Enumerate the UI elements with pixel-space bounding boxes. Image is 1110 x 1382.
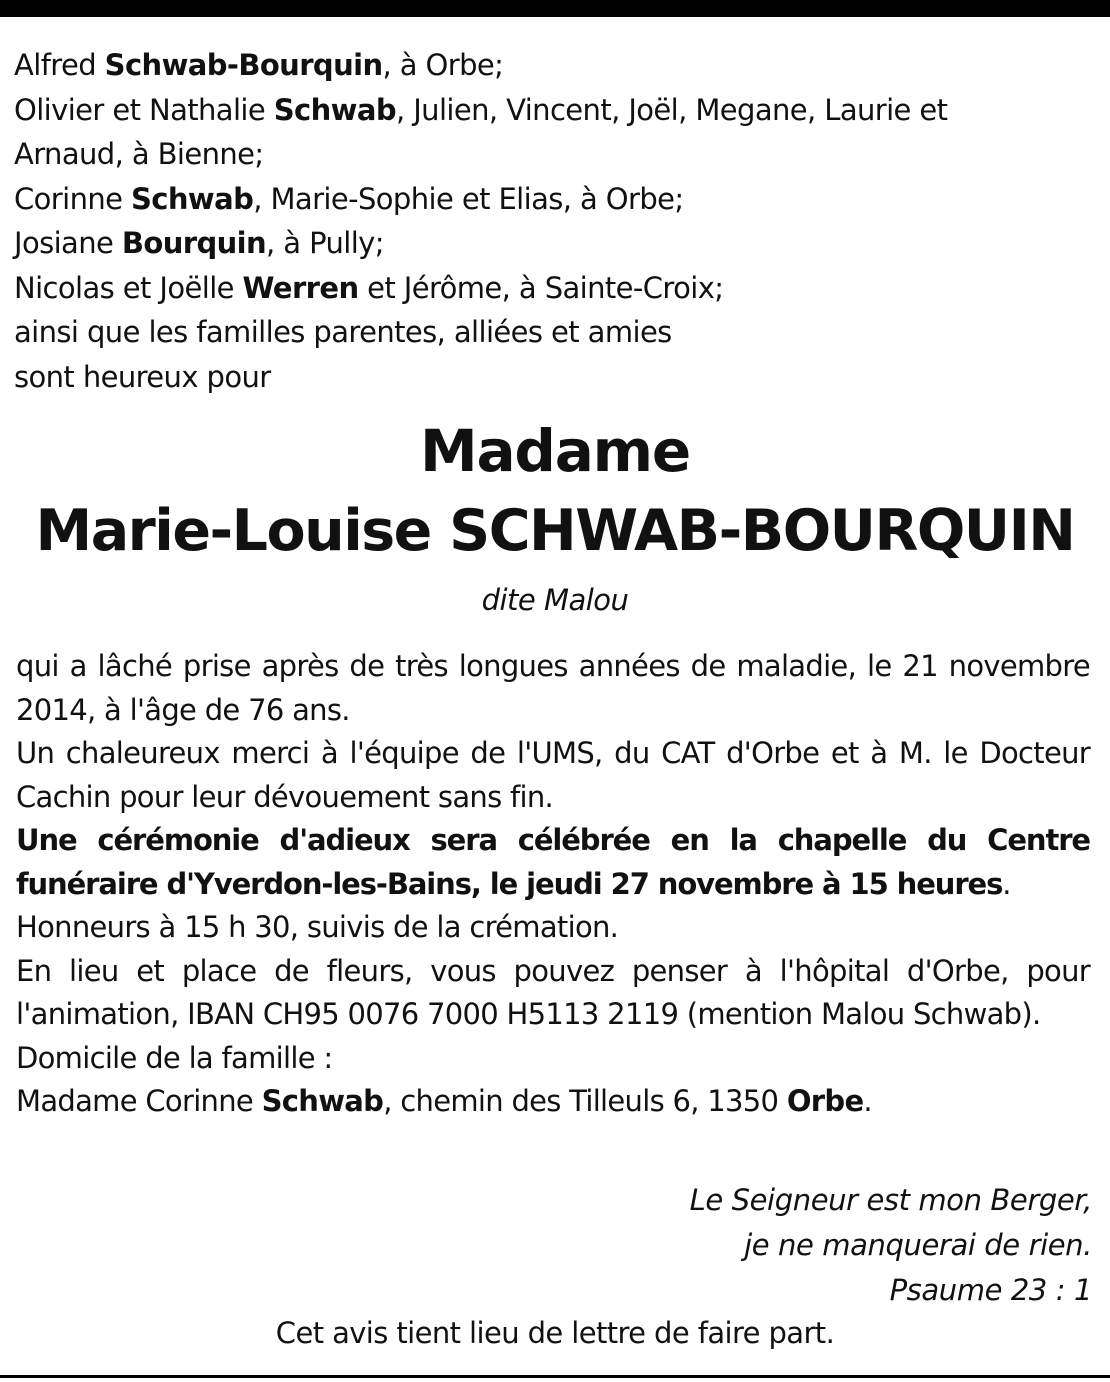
family-surname: Bourquin bbox=[121, 226, 267, 260]
family-list bbox=[14, 43, 1094, 399]
family-surname: Schwab-Bourquin bbox=[104, 48, 383, 82]
verse-line: je ne manquerai de rien. bbox=[744, 1228, 1092, 1262]
family-line-text: , Julien, Vincent, Joël, Megane, Laurie et bbox=[395, 92, 948, 127]
notice-body bbox=[16, 645, 1090, 1124]
family-line bbox=[14, 221, 1094, 266]
donation-paragraph: En lieu et place de fleurs, vous pouvez penser à l'hôpital d'Orbe, pour l'animation, IBAN CH95 0076 7000 H5113 2119 (mention Malou Schwab). bbox=[16, 953, 1090, 1031]
domicile-text: , chemin des Tilleuls 6, 1350 bbox=[383, 1084, 787, 1118]
bottom-border-rule bbox=[0, 1375, 1110, 1378]
verse-line: Le Seigneur est mon Berger, bbox=[689, 1183, 1092, 1217]
domicile-text: . bbox=[863, 1084, 872, 1118]
top-border-rule bbox=[0, 0, 1110, 17]
domicile-text: Madame Corinne bbox=[16, 1084, 262, 1118]
domicile-town: Orbe bbox=[786, 1084, 864, 1118]
family-line-text: Alfred bbox=[14, 48, 105, 82]
thanks-paragraph: Un chaleureux merci à l'équipe de l'UMS, du CAT d'Orbe et à M. le Docteur Cachin pour leur dévouement sans fin. bbox=[16, 736, 1090, 814]
family-line bbox=[14, 310, 1094, 355]
domicile-surname: Schwab bbox=[261, 1084, 384, 1118]
family-line bbox=[14, 355, 1094, 400]
family-line-text: , à Pully; bbox=[266, 226, 384, 260]
family-line-text: Nicolas et Joëlle bbox=[14, 270, 243, 305]
passing-paragraph: qui a lâché prise après de très longues années de maladie, le 21 novembre 2014, à l'âge de 76 ans. bbox=[16, 649, 1090, 727]
family-line-text: Olivier et Nathalie bbox=[14, 92, 274, 127]
honoree-nickname: dite Malou bbox=[481, 583, 629, 617]
family-line-text: Arnaud, à Bienne; bbox=[14, 137, 264, 171]
honoree-name: Marie-Louise SCHWAB-BOURQUIN bbox=[35, 498, 1075, 564]
family-line bbox=[14, 43, 1094, 88]
domicile-label: Domicile de la famille : bbox=[16, 1040, 333, 1075]
verse-reference: Psaume 23 : 1 bbox=[889, 1273, 1092, 1307]
bible-verse bbox=[392, 1178, 1092, 1313]
family-line bbox=[14, 88, 1094, 133]
footer-note: Cet avis tient lieu de lettre de faire part. bbox=[275, 1316, 835, 1350]
domicile-address bbox=[16, 1080, 1090, 1124]
family-line bbox=[14, 266, 1094, 311]
family-surname: Werren bbox=[242, 270, 359, 305]
family-line-text: , à Orbe; bbox=[382, 48, 504, 82]
family-surname: Schwab bbox=[273, 92, 396, 127]
family-line-text: sont heureux pour bbox=[14, 359, 271, 394]
ceremony-period: . bbox=[1002, 866, 1011, 901]
family-line-text: , Marie-Sophie et Elias, à Orbe; bbox=[253, 181, 684, 216]
ceremony-paragraph bbox=[16, 819, 1090, 906]
family-line-text: ainsi que les familles parentes, alliées et amies bbox=[14, 315, 672, 349]
family-line-text: Corinne bbox=[14, 181, 131, 216]
family-line bbox=[14, 132, 1094, 177]
family-line-text: Josiane bbox=[14, 226, 122, 260]
honoree-title: Madame bbox=[419, 417, 691, 485]
family-line-text: et Jérôme, à Sainte-Croix; bbox=[358, 270, 724, 305]
family-line bbox=[14, 177, 1094, 222]
honours-paragraph: Honneurs à 15 h 30, suivis de la crémation. bbox=[16, 910, 619, 944]
ceremony-text: Une cérémonie d'adieux sera célébrée en la chapelle du Centre funéraire d'Yverdon-les-Bains, le jeudi 27 novembre à 15 heures bbox=[16, 823, 1090, 901]
family-surname: Schwab bbox=[131, 181, 254, 216]
